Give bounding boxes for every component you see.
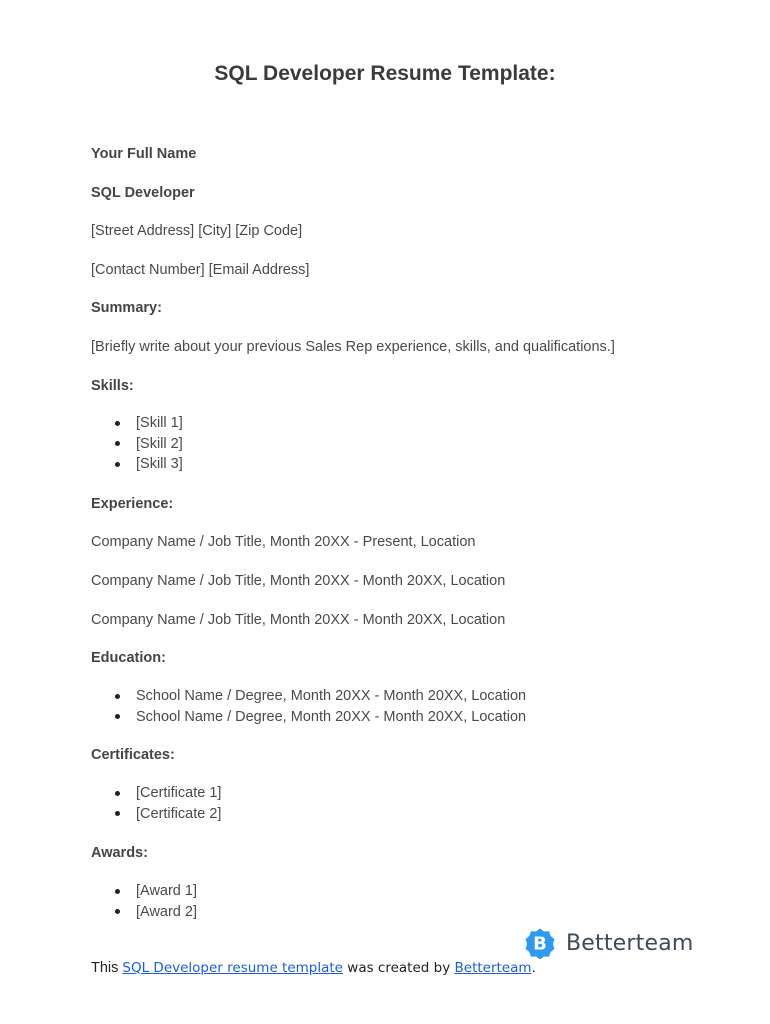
footer-prefix: This xyxy=(91,959,123,976)
betterteam-link[interactable]: Betterteam xyxy=(454,959,532,976)
list-item: [Certificate 1] xyxy=(91,783,221,804)
job-title: SQL Developer xyxy=(91,185,195,201)
betterteam-badge-icon xyxy=(524,927,556,959)
address-line: [Street Address] [City] [Zip Code] xyxy=(91,223,303,239)
footer-suffix: . xyxy=(531,959,536,976)
badge-shape xyxy=(524,927,556,959)
badge-letter: B xyxy=(533,933,547,955)
list-item: School Name / Degree, Month 20XX - Month 20XX, Location xyxy=(91,707,526,728)
list-item: School Name / Degree, Month 20XX - Month 20XX, Location xyxy=(91,686,526,707)
summary-text: [Briefly write about your previous Sales Rep experience, skills, and qualifications.] xyxy=(91,339,615,355)
full-name: Your Full Name xyxy=(91,146,197,162)
list-item: [Skill 1] xyxy=(91,413,183,434)
footer-middle: was created by xyxy=(343,959,455,976)
skills-heading: Skills: xyxy=(91,378,134,394)
list-item: [Certificate 2] xyxy=(91,804,221,825)
certificates-heading: Certificates: xyxy=(91,747,175,763)
list-item: [Skill 2] xyxy=(91,434,183,455)
experience-heading: Experience: xyxy=(91,496,174,512)
education-list xyxy=(91,686,526,727)
experience-item: Company Name / Job Title, Month 20XX - Month 20XX, Location xyxy=(91,612,506,628)
brand-name: Betterteam xyxy=(566,930,694,956)
contact-line: [Contact Number] [Email Address] xyxy=(91,262,310,278)
skills-list xyxy=(91,413,183,475)
page-title: SQL Developer Resume Template: xyxy=(214,62,556,85)
list-item: [Award 1] xyxy=(91,881,197,902)
awards-heading: Awards: xyxy=(91,845,148,861)
list-item: [Award 2] xyxy=(91,902,197,923)
footer-credit xyxy=(91,959,536,977)
betterteam-logo xyxy=(524,926,694,960)
summary-heading: Summary: xyxy=(91,300,162,316)
list-item: [Skill 3] xyxy=(91,454,183,475)
experience-item: Company Name / Job Title, Month 20XX - Month 20XX, Location xyxy=(91,573,506,589)
education-heading: Education: xyxy=(91,650,166,666)
experience-item: Company Name / Job Title, Month 20XX - Present, Location xyxy=(91,534,476,550)
awards-list xyxy=(91,881,197,922)
certificates-list xyxy=(91,783,221,824)
template-link[interactable]: SQL Developer resume template xyxy=(122,959,343,976)
